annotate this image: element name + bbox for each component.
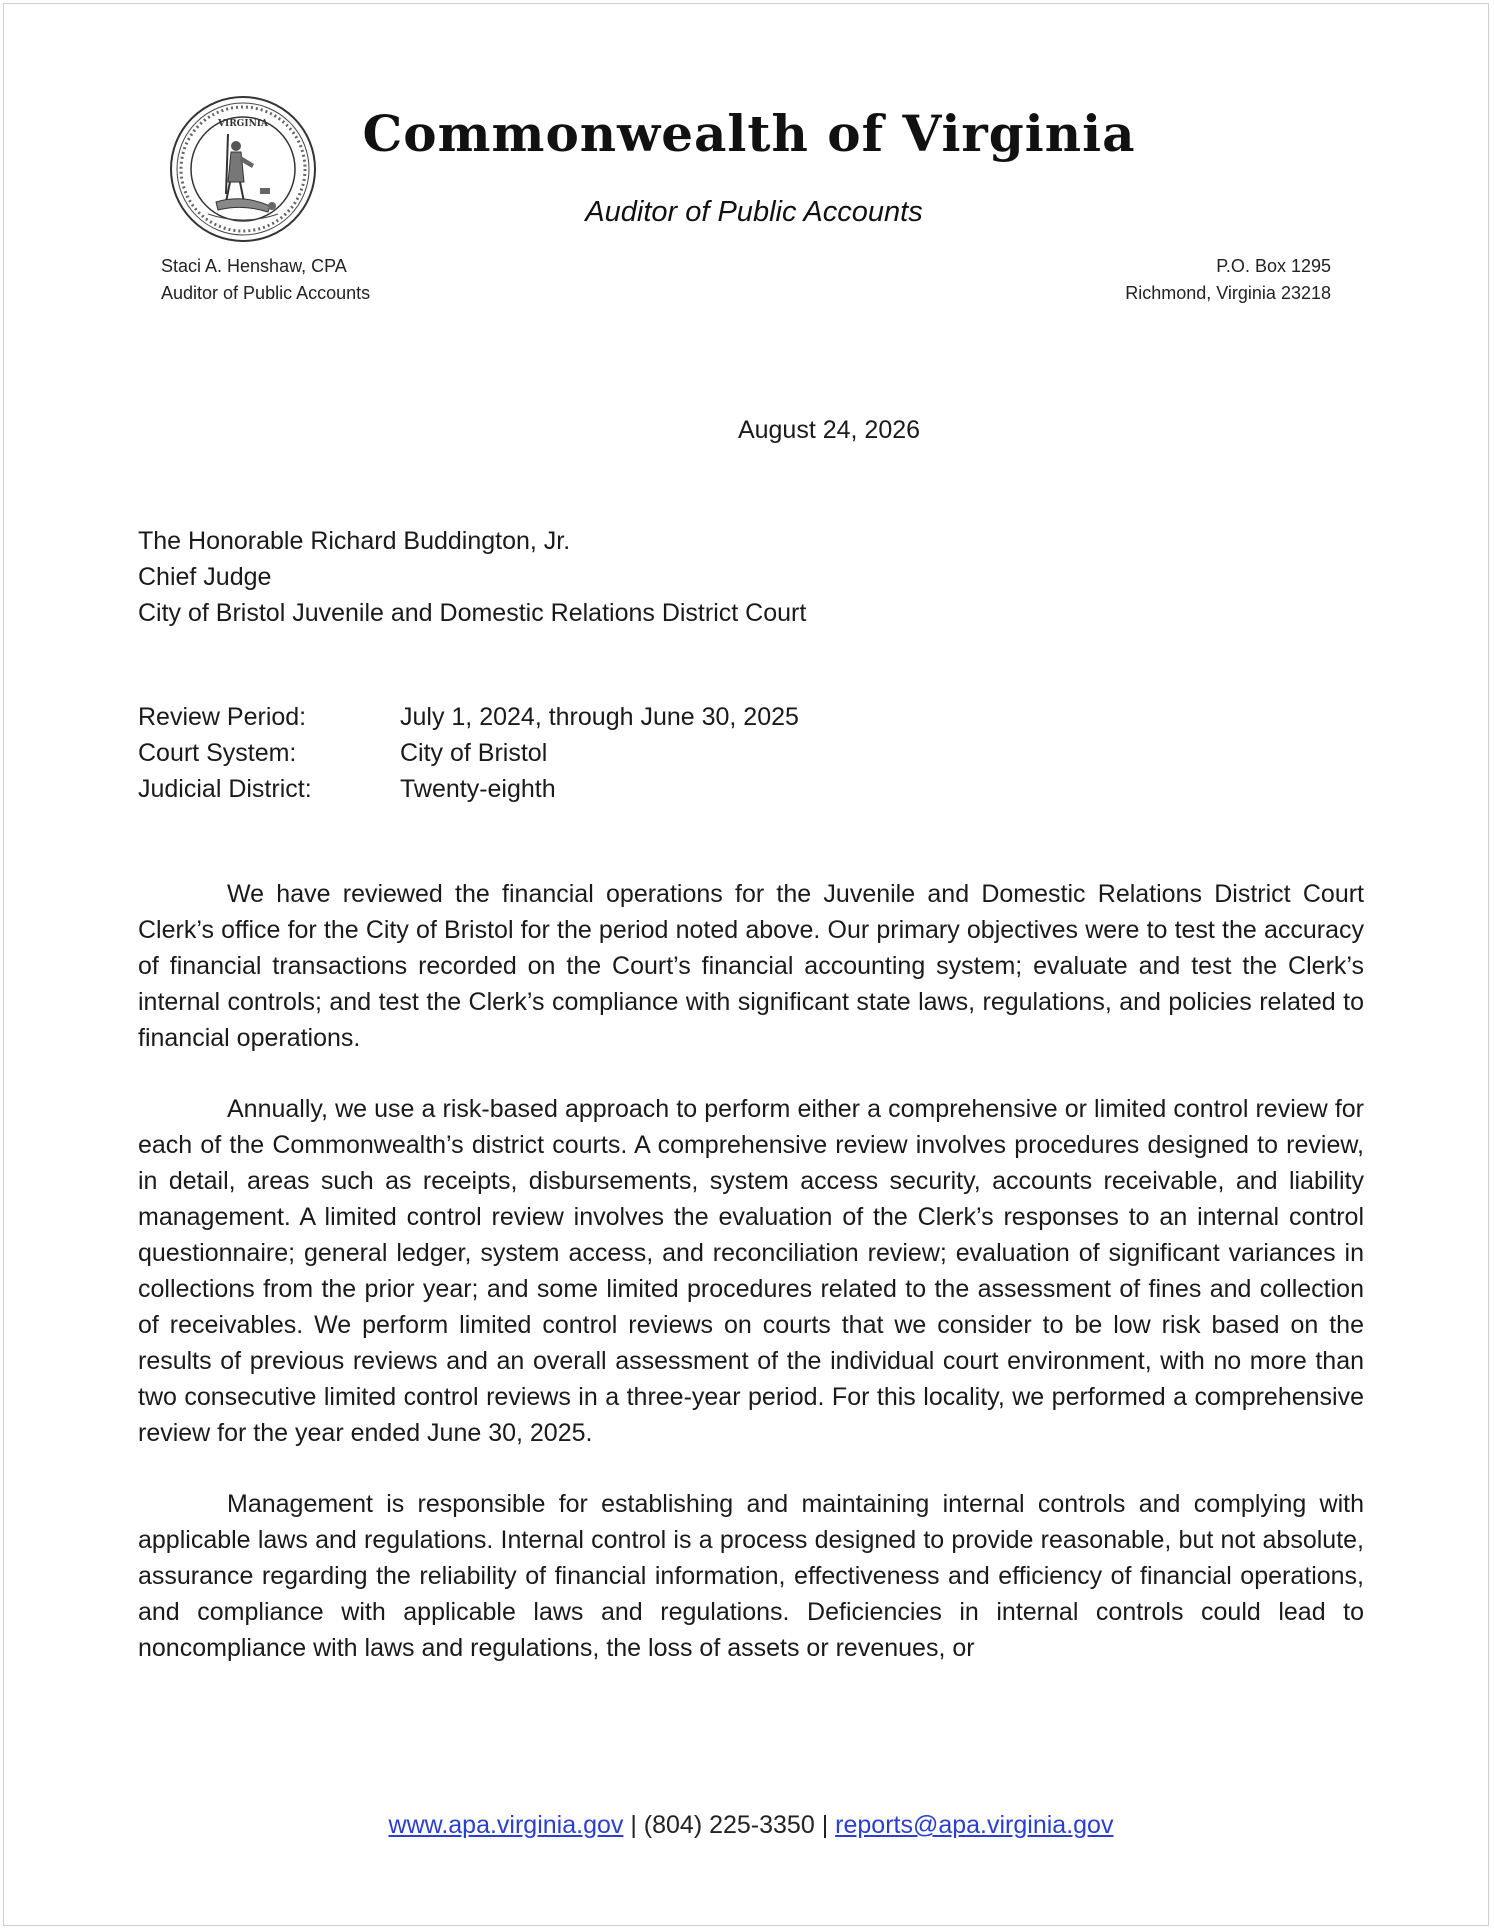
phone-number: (804) 225-3350 xyxy=(643,1811,815,1839)
footer-separator-2: | xyxy=(821,1811,829,1839)
footer-separator-1: | xyxy=(630,1811,637,1839)
letterhead-subtitle: Auditor of Public Accounts xyxy=(585,196,923,228)
letter-footer xyxy=(4,1811,1494,1840)
document-page xyxy=(3,3,1489,1926)
addressee-block xyxy=(138,523,806,631)
auditor-title: Auditor of Public Accounts xyxy=(161,283,371,303)
po-box: P.O. Box 1295 xyxy=(1216,256,1331,276)
letter-date: August 24, 2026 xyxy=(737,416,921,444)
court-system-value: City of Bristol xyxy=(400,739,548,767)
city-state-zip: Richmond, Virginia 23218 xyxy=(1125,283,1331,303)
body-paragraph-3: Management is responsible for establishing and maintaining internal controls and complying with applicable laws and regulations. Internal control is a process designed to provide reasonable, but not absolute, assurance regarding the reliability of financial information, effectiveness and efficiency of financial operations, and compliance with applicable laws and regulations. Deficiencies in internal controls could lead to noncompliance with laws and regulations, the loss of assets or revenues, or xyxy=(138,1490,1364,1662)
virginia-seal-logo xyxy=(168,94,318,244)
review-period-row xyxy=(138,699,799,735)
court-system-label: Court System: xyxy=(138,739,297,767)
addressee-court: City of Bristol Juvenile and Domestic Relations District Court xyxy=(138,599,807,627)
judicial-district-row xyxy=(138,771,799,807)
letterhead-title: Commonwealth of Virginia xyxy=(362,104,1136,163)
mailing-address-block xyxy=(1125,253,1331,307)
email-link[interactable]: reports@apa.virginia.gov xyxy=(835,1811,1114,1839)
judicial-district-label: Judicial District: xyxy=(138,775,312,803)
body-paragraph-1: We have reviewed the financial operations for the Juvenile and Domestic Relations District Court Clerk’s office for the City of Bristol for the period noted above. Our primary objectives were to test the accuracy of financial transactions recorded on the Court’s financial accounting system; evaluate and test the Clerk’s internal controls; and test the Clerk’s compliance with significant state laws, regulations, and policies related to financial operations. xyxy=(138,880,1364,1052)
court-system-row xyxy=(138,735,799,771)
addressee-name: The Honorable Richard Buddington, Jr. xyxy=(138,527,571,555)
review-period-label: Review Period: xyxy=(138,703,307,731)
website-link[interactable]: www.apa.virginia.gov xyxy=(388,1811,624,1839)
review-period-value: July 1, 2024, through June 30, 2025 xyxy=(400,703,799,731)
addressee-title: Chief Judge xyxy=(138,563,272,591)
seal-text: VIRGINIA xyxy=(218,119,268,129)
body-paragraph-2: Annually, we use a risk-based approach to perform either a comprehensive or limited control review for each of the Commonwealth’s district courts. A comprehensive review involves procedures designed to review, in detail, areas such as receipts, disbursements, system access security, accounts receivable, and liability management. A limited control review involves the evaluation of the Clerk’s responses to an internal control questionnaire; general ledger, system access, and reconciliation review; evaluation of significant variances in collections from the prior year; and some limited procedures related to the assessment of fines and collection of receivables. We perform limited control reviews on courts that we consider to be low risk based on the results of previous reviews and an overall assessment of the individual court environment, with no more than two consecutive limited control reviews in a three-year period. For this locality, we performed a comprehensive review for the year ended June 30, 2025. xyxy=(138,1095,1364,1447)
letter-body xyxy=(138,876,1364,1701)
auditor-name: Staci A. Henshaw, CPA xyxy=(161,256,347,276)
auditor-name-block xyxy=(161,253,370,307)
review-info-block xyxy=(138,699,799,807)
judicial-district-value: Twenty-eighth xyxy=(400,775,556,803)
